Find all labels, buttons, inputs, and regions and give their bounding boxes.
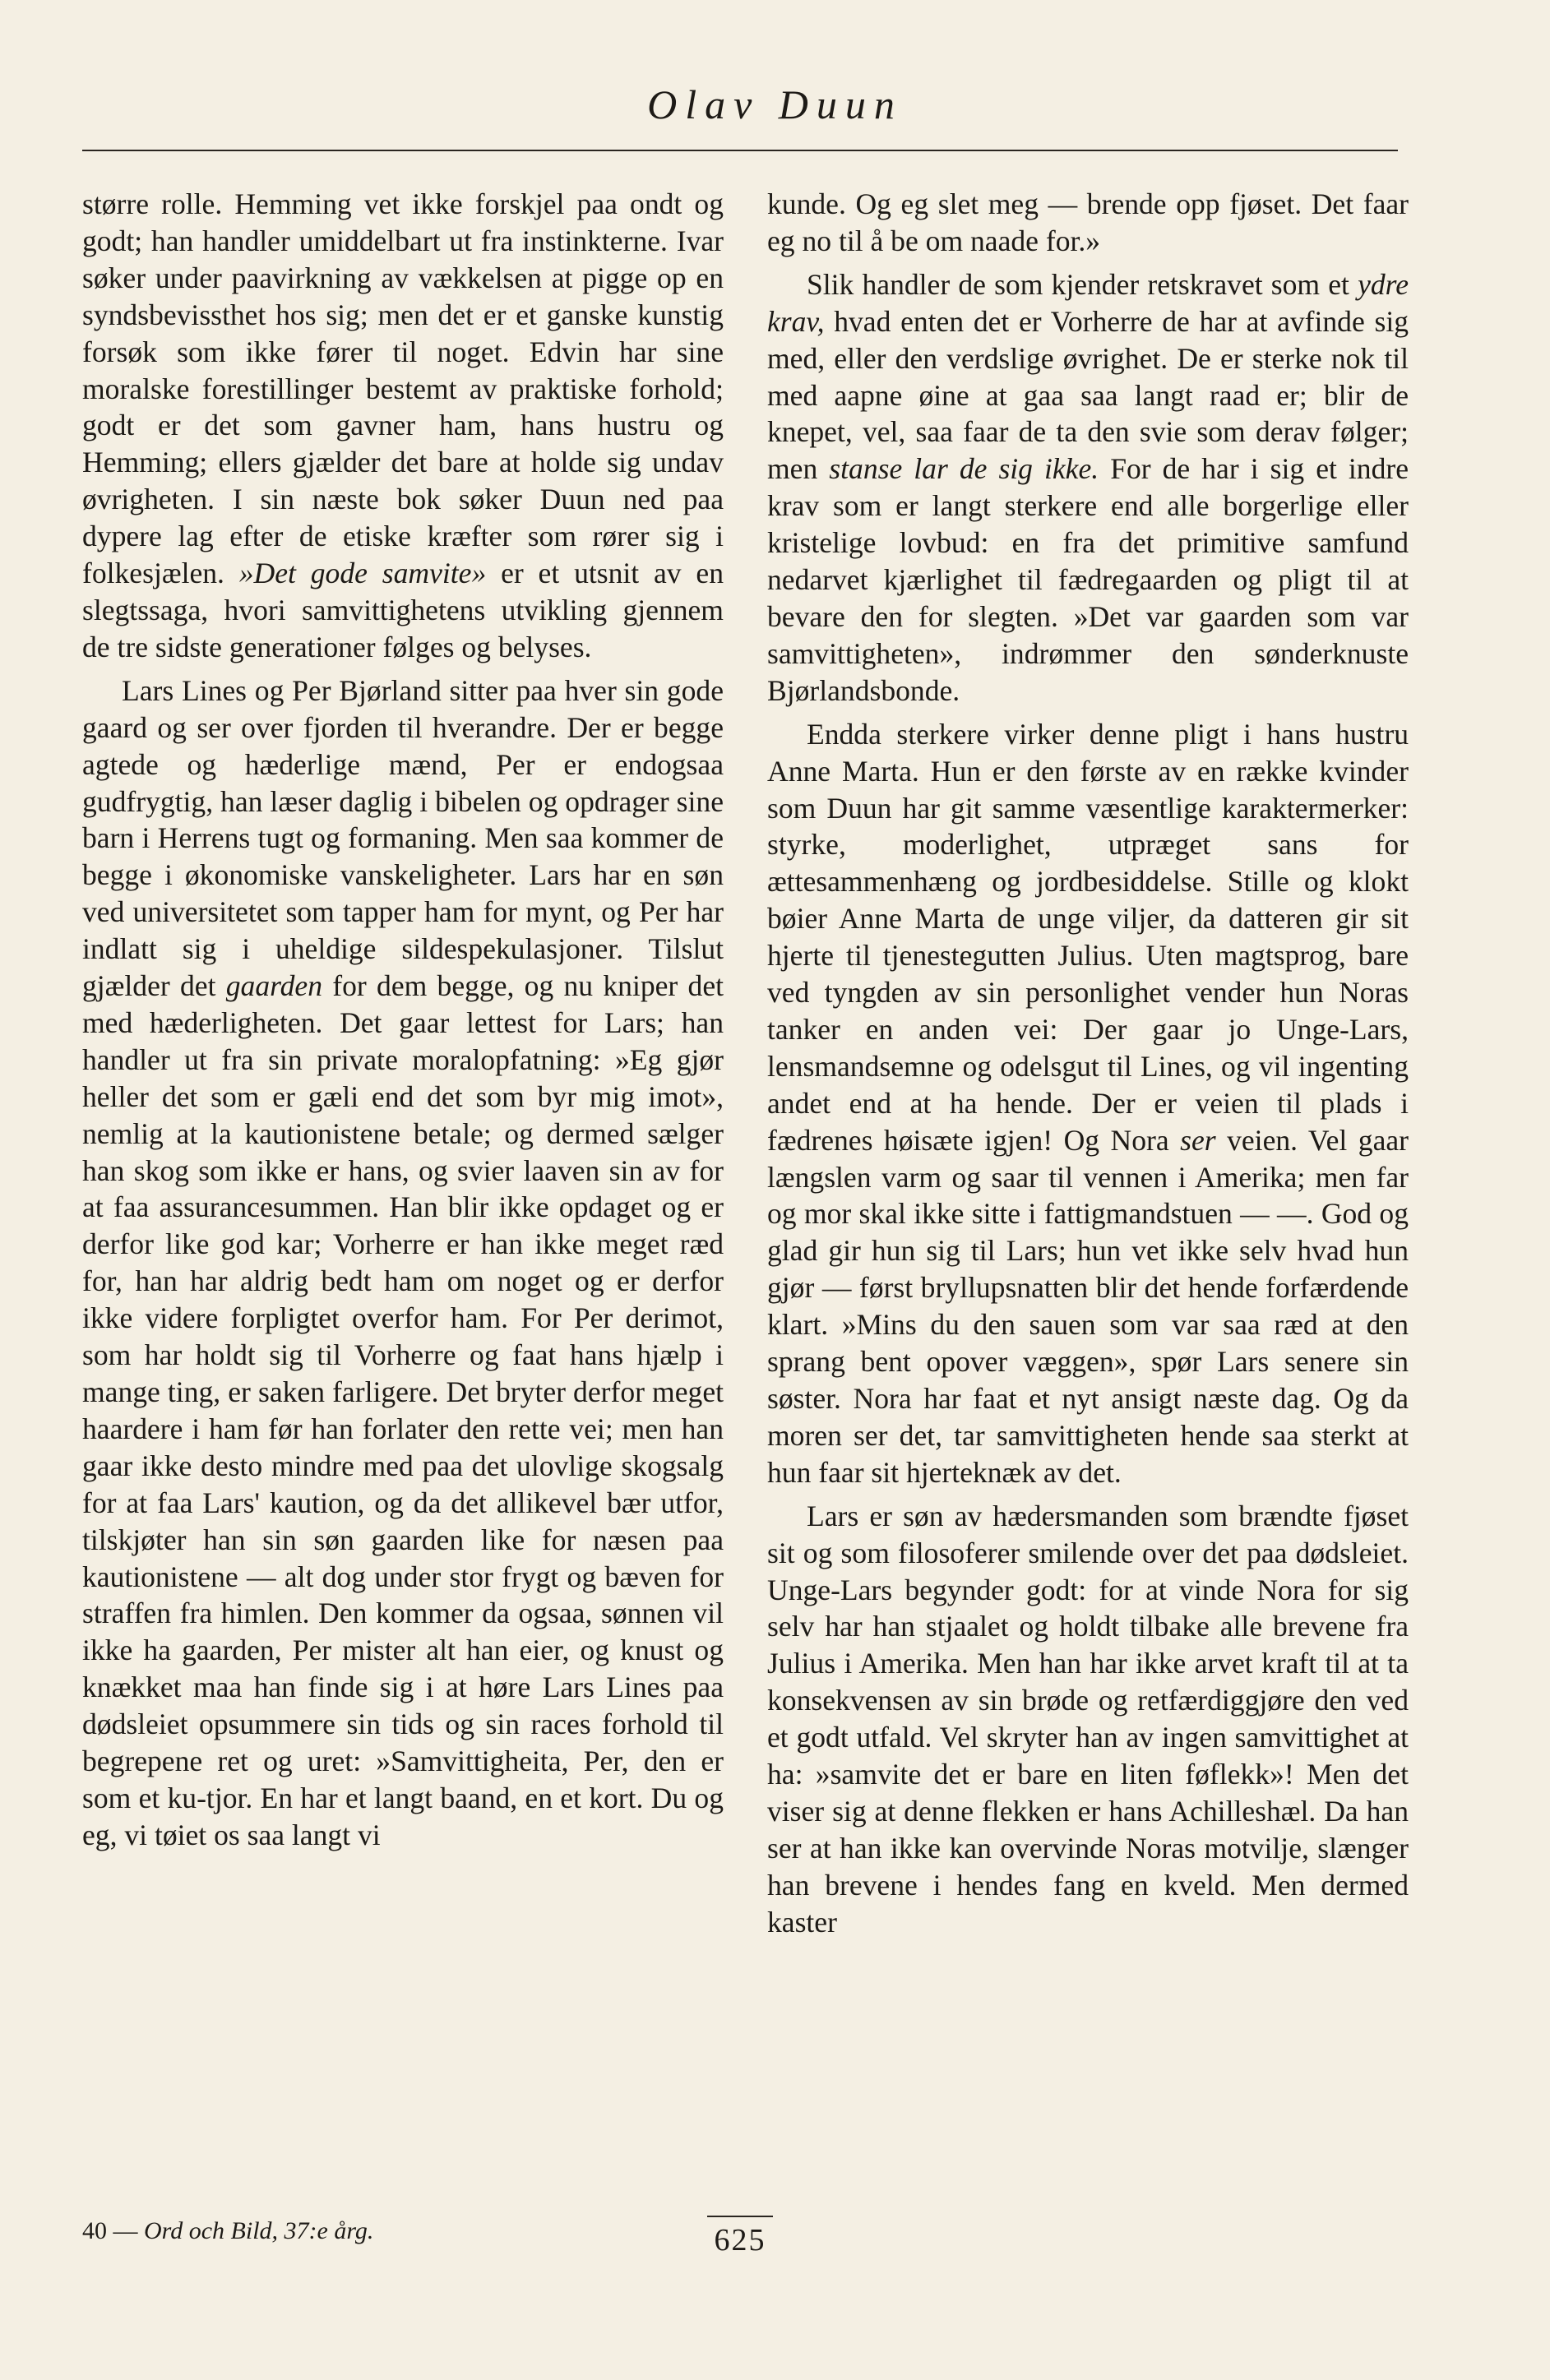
page-number: 625 (707, 2216, 773, 2258)
right-paragraph-3: Endda sterkere virker denne pligt i hans hustru Anne Marta. Hun er den første av en række kvinder som Duun har git samme væsentlige karaktermerker: styrke, moderlighet, utpræget sans for ættesammenhæng og jordbesiddelse. Stille og klokt bøier Anne Marta de unge viljer, da datteren gir sit hjerte til tjenestegutten Julius. Uten magtsprog, bare ved tyngden av sin personlighet vender hun Noras tanker en anden vei: Der gaar jo Unge-Lars, lensmandsemne og odelsgut til Lines, og vil ingenting andet end at ha hende. Der er veien til plads i fædrenes høisæte igjen! Og Nora ser veien. Vel gaar længslen varm og saar til vennen i Amerika; men far og mor skal ikke sitte i fattigmandstuen — —. God og glad gir hun sig til Lars; hun vet ikke selv hvad hun gjør — først bryllupsnatten blir det hende forfærdende klart. »Mins du den sauen som var saa ræd at den sprang bent opover væggen», spør Lars senere sin søster. Nora har faat et nyt ansigt næste dag. Og da moren ser det, tar samvittigheten hende saa sterkt at hun faar sit hjerteknæk av det. (767, 717, 1409, 1489)
right-paragraph-4: Lars er søn av hædersmanden som brændte fjøset sit og som filosoferer smilende over det paa dødsleiet. Unge-Lars begynder godt: for at vinde Nora for sig selv har han stjaalet og holdt tilbake alle brevene fra Julius i Amerika. Men han har ikke arvet kraft til at ta konsekvensen av sin brøde og retfærdiggjøre den ved et godt utfald. Vel skryter han av ingen samvittighet at ha: »samvite det er bare en liten føflekk»! Men det viser sig at denne flekken er hans Achilleshæl. Da han ser at han ikke kan overvinde Noras motvilje, slænger han brevene i hendes fang en kveld. Men dermed kaster (767, 1499, 1409, 1939)
left-paragraph-1: større rolle. Hemming vet ikke forskjel paa ondt og godt; han handler umiddelbart ut fra instinkterne. Ivar søker under paavirkning av vækkelsen at pigge op en syndsbevissthet hos sig; men det er et ganske kunstig forsøk som ikke fører til noget. Edvin har sine moralske forestillinger bestemt av praktiske forhold; godt er det som gavner ham, hans hustru og Hemming; ellers gjælder det bare at holde sig undav øvrigheten. I sin næste bok søker Duun ned paa dypere lag efter de etiske kræfter som rører sig i folkesjælen. »Det gode samvite» er et utsnit av en slegtssaga, hvori samvittighetens utvikling gjennem de tre sidste generationer følges og belyses. (82, 187, 724, 663)
right-paragraph-2: Slik handler de som kjender retskravet som et ydre krav, hvad enten det er Vorherre de har at avfinde sig med, eller den verdslige øvrighet. De er sterke nok til med aapne øine at gaa saa langt raad er; blir de knepet, vel, saa faar de ta den svie som derav følger; men stanse lar de sig ikke. For de har i sig et indre krav som er langt sterkere end alle borgerlige eller kristelige lovbud: en fra det primitive samfund nedarvet kjærlighet til fædregaarden og pligt til at bevare den for slegten. »Det var gaarden som var samvittigheten», indrømmer den sønderknuste Bjørlandsbonde. (767, 267, 1409, 707)
emphasis-ser: ser (1180, 1123, 1216, 1157)
emphasis-ydre-krav: ydre krav, (767, 267, 1409, 338)
emphasis-stanse: stanse lar de sig ikke. (829, 452, 1099, 486)
book-title-det-gode-samvite: »Det gode samvite» (238, 557, 487, 590)
left-paragraph-2: Lars Lines og Per Bjørland sitter paa hver sin gode gaard og ser over fjorden til hverandre. Der er begge agtede og hæderlige mænd, Per er endogsaa gudfrygtig, han læser daglig i bibelen og opdrager sine barn i Herrens tugt og formaning. Men saa kommer de begge i økonomiske vanskeligheter. Lars har en søn ved universitetet som tapper ham for mynt, og Per har indlatt sig i uheldige sildespekulasjoner. Tilslut gjælder det gaarden for dem begge, og nu kniper det med hæderligheten. Det gaar lettest for Lars; han handler ut fra sin private moralopfatning: »Eg gjør heller det som er gæli end det som byr mig imot», nemlig at la kautionistene betale; og dermed sælger han skog som ikke er hans, og svier laaven sin av for at faa assurancesummen. Han blir ikke opdaget og er derfor like god kar; Vorherre er han ikke meget ræd for, han har aldrig bedt ham om noget og er derfor ikke videre forpligtet overfor ham. For Per derimot, som har holdt sig til Vorherre og faat hans hjælp i mange ting, er saken farligere. Det bryter derfor meget haardere i ham før han forlater den rette vei; men han gaar ikke desto mindre med paa det ulovlige skogsalg for at faa Lars' kaution, og da det allikevel bær utfor, tilskjøter han sin søn gaarden like for næsen paa kautionistene — alt dog under stor frygt og bæven for straffen fra himlen. Den kommer da ogsaa, sønnen vil ikke ha gaarden, Per mister alt han eier, og knust og knækket maa han finde sig i at høre Lars Lines paa dødsleiet opsummere sin tids og sin races forhold til begrepene ret og uret: »Samvittigheita, Per, den er som et ku-tjor. En har et langt baand, en et kort. Du og eg, vi tøiet os saa langt vi (82, 673, 724, 1851)
footer-source: 40 — Ord och Bild, 37:e årg. (82, 2217, 374, 2244)
right-column (767, 186, 1409, 1948)
emphasis-gaarden: gaarden (225, 969, 322, 1003)
header-rule (82, 150, 1398, 151)
running-header-author: Olav Duun (647, 81, 903, 127)
right-paragraph-1: kunde. Og eg slet meg — brende opp fjøset. Det faar eg no til å be om naade for.» (767, 187, 1409, 257)
left-column (82, 186, 724, 1860)
